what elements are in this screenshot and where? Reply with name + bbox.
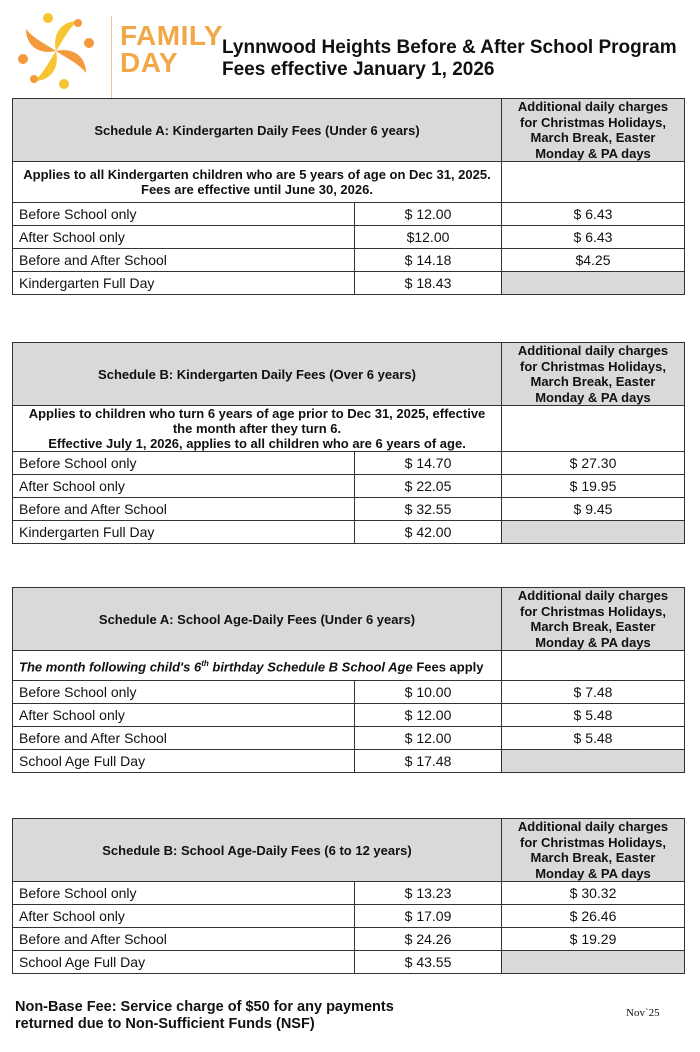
table-row	[13, 272, 685, 295]
table-row	[13, 704, 685, 727]
program-label: After School only	[13, 704, 355, 727]
program-label: Before and After School	[13, 498, 355, 521]
logo-text	[120, 22, 223, 76]
program-label: Kindergarten Full Day	[13, 272, 355, 295]
table-row	[13, 681, 685, 704]
eligibility-note	[13, 651, 502, 681]
table-row	[13, 727, 685, 750]
table-row	[13, 475, 685, 498]
schedule-heading: Schedule B: Kindergarten Daily Fees (Over 6 years)	[13, 343, 502, 406]
additional-charge	[502, 951, 685, 974]
table-row	[13, 498, 685, 521]
eligibility-note	[13, 406, 502, 452]
program-label: Before and After School	[13, 249, 355, 272]
pinwheel-logo-icon	[12, 8, 108, 94]
table-header-row	[13, 819, 685, 882]
additional-charge	[502, 272, 685, 295]
table-header-row	[13, 588, 685, 651]
program-label: After School only	[13, 226, 355, 249]
fee-table	[12, 818, 685, 974]
logo-line1: FAMILY	[120, 20, 224, 51]
program-label: School Age Full Day	[13, 750, 355, 773]
additional-charge: $ 5.48	[502, 704, 685, 727]
note-text: birthday Schedule B School Age	[208, 659, 413, 675]
additional-charge: $ 30.32	[502, 882, 685, 905]
additional-charges-header: Additional daily charges for Christmas Holidays, March Break, Easter Monday & PA days	[502, 819, 685, 882]
additional-charge: $ 26.46	[502, 905, 685, 928]
additional-charge: $ 5.48	[502, 727, 685, 750]
daily-fee: $ 22.05	[355, 475, 502, 498]
table-row	[13, 882, 685, 905]
daily-fee: $12.00	[355, 226, 502, 249]
empty-cell	[502, 406, 685, 452]
eligibility-line: Applies to all Kindergarten children who are 5 years of age on Dec 31, 2025.	[23, 167, 491, 182]
note-text: Fees apply	[412, 659, 484, 675]
daily-fee: $ 13.23	[355, 882, 502, 905]
program-label: Before School only	[13, 882, 355, 905]
fee-table	[12, 98, 685, 295]
additional-charge: $ 6.43	[502, 203, 685, 226]
nsf-line2: returned due to Non-Sufficient Funds (NSF)	[15, 1016, 315, 1032]
fee-table	[12, 342, 685, 544]
schedule-heading: Schedule A: School Age-Daily Fees (Under 6 years)	[13, 588, 502, 651]
family-day-logo	[12, 8, 224, 94]
note-superscript: th	[201, 659, 209, 669]
table-row	[13, 750, 685, 773]
title-line1: Lynnwood Heights Before & After School Program	[222, 37, 677, 58]
daily-fee: $ 42.00	[355, 521, 502, 544]
daily-fee: $ 18.43	[355, 272, 502, 295]
additional-charge: $ 19.29	[502, 928, 685, 951]
program-label: School Age Full Day	[13, 951, 355, 974]
table-row	[13, 951, 685, 974]
schedule-heading: Schedule B: School Age-Daily Fees (6 to 12 years)	[13, 819, 502, 882]
eligibility-line: Effective July 1, 2026, applies to all children who are 6 years of age.	[48, 436, 466, 451]
empty-cell	[502, 651, 685, 681]
eligibility-row	[13, 651, 685, 681]
additional-charges-header: Additional daily charges for Christmas Holidays, March Break, Easter Monday & PA days	[502, 99, 685, 162]
table-row	[13, 521, 685, 544]
eligibility-row	[13, 162, 685, 203]
additional-charges-header: Additional daily charges for Christmas Holidays, March Break, Easter Monday & PA days	[502, 343, 685, 406]
table-row	[13, 226, 685, 249]
revision-date: Nov`25	[626, 1007, 660, 1019]
daily-fee: $ 10.00	[355, 681, 502, 704]
nsf-note	[15, 999, 394, 1033]
daily-fee: $ 14.70	[355, 452, 502, 475]
program-label: Before School only	[13, 452, 355, 475]
table-row	[13, 249, 685, 272]
logo-line2: DAY	[120, 47, 179, 78]
daily-fee: $ 12.00	[355, 704, 502, 727]
additional-charge: $ 9.45	[502, 498, 685, 521]
table-header-row	[13, 99, 685, 162]
daily-fee: $ 17.09	[355, 905, 502, 928]
daily-fee: $ 43.55	[355, 951, 502, 974]
additional-charge: $ 6.43	[502, 226, 685, 249]
program-label: Before School only	[13, 203, 355, 226]
logo-divider	[111, 16, 112, 100]
eligibility-line: Applies to children who turn 6 years of age prior to Dec 31, 2025, effective the month after they turn 6.	[28, 406, 486, 436]
daily-fee: $ 32.55	[355, 498, 502, 521]
daily-fee: $ 12.00	[355, 203, 502, 226]
note-text: The month following child's 6	[19, 659, 202, 675]
eligibility-line: Fees are effective until June 30, 2026.	[141, 182, 373, 197]
empty-cell	[502, 162, 685, 203]
program-label: Before and After School	[13, 727, 355, 750]
daily-fee: $ 14.18	[355, 249, 502, 272]
daily-fee: $ 17.48	[355, 750, 502, 773]
table-row	[13, 905, 685, 928]
program-label: Before and After School	[13, 928, 355, 951]
schedule-heading: Schedule A: Kindergarten Daily Fees (Under 6 years)	[13, 99, 502, 162]
eligibility-row	[13, 406, 685, 452]
fee-table	[12, 587, 685, 773]
table-header-row	[13, 343, 685, 406]
table-row	[13, 452, 685, 475]
program-label: Kindergarten Full Day	[13, 521, 355, 544]
additional-charge	[502, 521, 685, 544]
additional-charge: $4.25	[502, 249, 685, 272]
daily-fee: $ 12.00	[355, 727, 502, 750]
additional-charge: $ 19.95	[502, 475, 685, 498]
daily-fee: $ 24.26	[355, 928, 502, 951]
additional-charges-header: Additional daily charges for Christmas Holidays, March Break, Easter Monday & PA days	[502, 588, 685, 651]
table-row	[13, 203, 685, 226]
program-label: After School only	[13, 475, 355, 498]
program-label: After School only	[13, 905, 355, 928]
additional-charge: $ 7.48	[502, 681, 685, 704]
nsf-line1: Non-Base Fee: Service charge of $50 for any payments	[15, 999, 394, 1015]
table-row	[13, 928, 685, 951]
program-label: Before School only	[13, 681, 355, 704]
eligibility-note	[13, 162, 502, 203]
additional-charge: $ 27.30	[502, 452, 685, 475]
additional-charge	[502, 750, 685, 773]
page-title	[222, 37, 677, 81]
title-line2: Fees effective January 1, 2026	[222, 59, 495, 80]
